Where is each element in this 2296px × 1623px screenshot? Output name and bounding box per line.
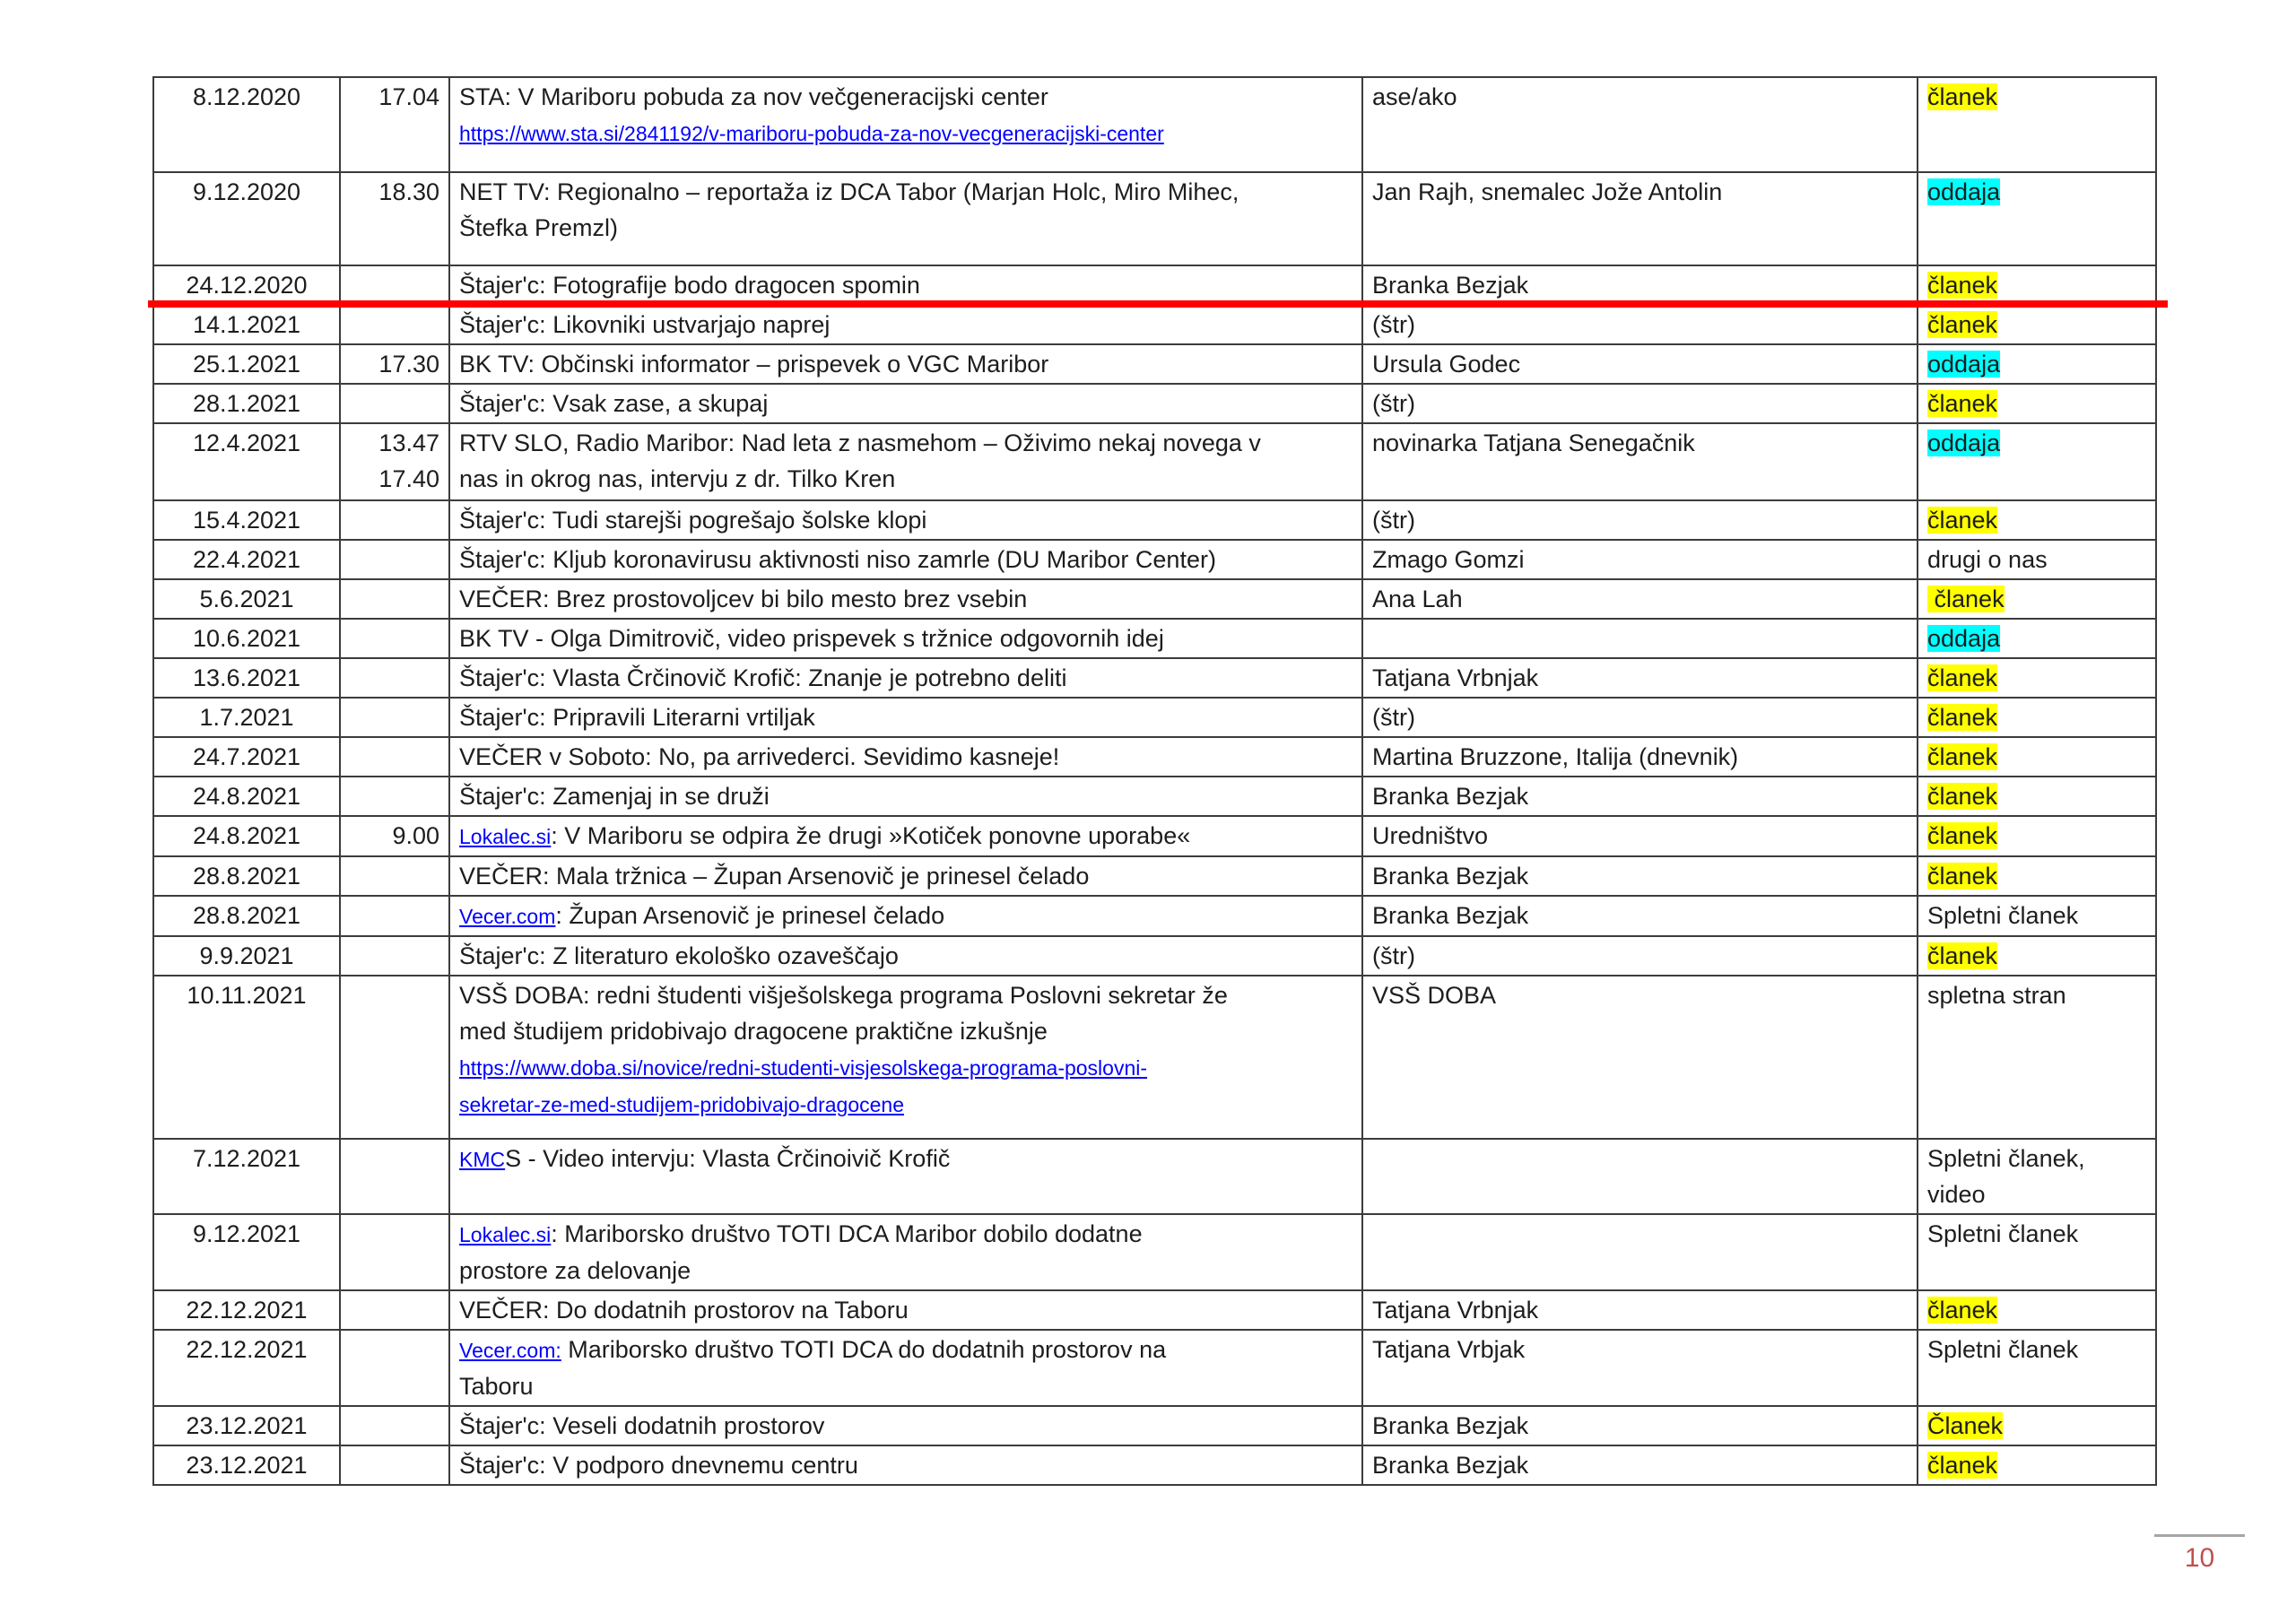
table-row <box>153 265 2156 305</box>
type-label: članek <box>1927 1452 1998 1479</box>
table-row <box>153 856 2156 896</box>
title-cell <box>449 936 1362 976</box>
title-line <box>459 778 1352 814</box>
title-text: VEČER: Mala tržnica – Župan Arsenovič je prinesel čelado <box>459 863 1090 890</box>
table-body <box>153 77 2156 1485</box>
time-cell <box>340 500 449 540</box>
title-line <box>459 1013 1352 1049</box>
time-cell <box>340 344 449 384</box>
type-label: oddaja <box>1927 625 2001 652</box>
time-value: 18.30 <box>378 178 439 205</box>
title-line <box>459 621 1352 656</box>
title-text: Štajer'c: V podporo dnevnemu centru <box>459 1452 858 1479</box>
title-text: : Mariborsko društvo TOTI DCA Maribor dobilo dodatne <box>551 1220 1143 1247</box>
time-cell <box>340 816 449 856</box>
title-cell <box>449 77 1362 172</box>
title-line <box>459 699 1352 735</box>
title-cell <box>449 1139 1362 1214</box>
title-line <box>459 542 1352 577</box>
author-cell: VSŠ DOBA <box>1362 976 1918 1139</box>
title-line <box>459 461 1352 497</box>
title-text: : V Mariboru se odpira že drugi »Kotiček ponovne uporabe« <box>551 822 1191 849</box>
title-text: VEČER: Do dodatnih prostorov na Taboru <box>459 1297 909 1324</box>
title-line <box>459 386 1352 421</box>
date-cell: 15.4.2021 <box>153 500 340 540</box>
hyperlink[interactable]: Vecer.com: <box>459 1339 561 1362</box>
type-cell <box>1918 77 2156 172</box>
title-text: Štajer'c: Veseli dodatnih prostorov <box>459 1412 825 1439</box>
type-cell <box>1918 936 2156 976</box>
type-label: oddaja <box>1927 430 2001 456</box>
type-cell <box>1918 896 2156 936</box>
type-label: Spletni članek <box>1927 1336 2079 1363</box>
date-cell: 24.7.2021 <box>153 737 340 777</box>
type-label: članek <box>1927 743 1998 770</box>
table-row <box>153 1290 2156 1330</box>
table-row <box>153 619 2156 658</box>
author-cell: Zmago Gomzi <box>1362 540 1918 579</box>
date-cell: 28.8.2021 <box>153 856 340 896</box>
time-cell <box>340 540 449 579</box>
date-cell: 10.11.2021 <box>153 976 340 1139</box>
date-cell: 28.1.2021 <box>153 384 340 423</box>
type-label: članek <box>1927 507 1998 534</box>
type-cell <box>1918 172 2156 265</box>
type-cell <box>1918 976 2156 1139</box>
type-label: članek <box>1927 942 1998 969</box>
title-line <box>459 425 1352 461</box>
time-cell <box>340 658 449 698</box>
title-line <box>459 660 1352 696</box>
title-text: VEČER: Brez prostovoljcev bi bilo mesto brez vsebin <box>459 586 1028 612</box>
type-cell <box>1918 856 2156 896</box>
time-cell <box>340 305 449 344</box>
date-cell: 22.12.2021 <box>153 1290 340 1330</box>
title-cell <box>449 856 1362 896</box>
title-line <box>459 1332 1352 1368</box>
type-label: Spletni članek, video <box>1927 1145 2092 1208</box>
title-cell <box>449 1214 1362 1290</box>
table-row <box>153 1139 2156 1214</box>
author-cell: Branka Bezjak <box>1362 265 1918 305</box>
type-label: Spletni članek <box>1927 902 2079 929</box>
type-cell <box>1918 737 2156 777</box>
type-cell <box>1918 777 2156 816</box>
table-row <box>153 1214 2156 1290</box>
table-row <box>153 976 2156 1139</box>
title-cell <box>449 384 1362 423</box>
author-cell: Branka Bezjak <box>1362 1445 1918 1485</box>
author-cell: Uredništvo <box>1362 816 1918 856</box>
type-label: članek <box>1927 311 1998 338</box>
type-cell <box>1918 579 2156 619</box>
type-label: članek <box>1927 1297 1998 1324</box>
type-cell <box>1918 1445 2156 1485</box>
date-cell: 10.6.2021 <box>153 619 340 658</box>
page-footer <box>2154 1534 2245 1574</box>
title-line <box>459 1253 1352 1289</box>
type-label: članek <box>1927 83 1998 110</box>
time-cell <box>340 1330 449 1406</box>
table-row <box>153 172 2156 265</box>
type-cell <box>1918 344 2156 384</box>
date-cell: 1.7.2021 <box>153 698 340 737</box>
title-text: VSŠ DOBA: redni študenti višješolskega programa Poslovni sekretar že <box>459 982 1228 1009</box>
type-label: Spletni članek <box>1927 1220 2079 1247</box>
title-line <box>459 267 1352 303</box>
table-row <box>153 777 2156 816</box>
author-cell: ase/ako <box>1362 77 1918 172</box>
type-cell <box>1918 500 2156 540</box>
title-text: prostore za delovanje <box>459 1257 691 1284</box>
date-cell: 28.8.2021 <box>153 896 340 936</box>
title-cell <box>449 305 1362 344</box>
title-cell <box>449 737 1362 777</box>
title-cell <box>449 896 1362 936</box>
date-cell: 24.12.2020 <box>153 265 340 305</box>
title-text: BK TV - Olga Dimitrovič, video prispevek s tržnice odgovornih idej <box>459 625 1164 652</box>
time-cell <box>340 579 449 619</box>
title-text: : Župan Arsenovič je prinesel čelado <box>555 902 945 929</box>
author-cell: Branka Bezjak <box>1362 1406 1918 1445</box>
title-text: BK TV: Občinski informator – prispevek o VGC Maribor <box>459 351 1049 378</box>
time-cell <box>340 856 449 896</box>
type-label: spletna stran <box>1927 982 2066 1009</box>
date-cell: 8.12.2020 <box>153 77 340 172</box>
title-text: Taboru <box>459 1373 534 1400</box>
title-text: Štajer'c: Tudi starejši pogrešajo šolske klopi <box>459 507 927 534</box>
title-line <box>459 1216 1352 1253</box>
title-cell <box>449 777 1362 816</box>
title-line <box>459 174 1352 210</box>
author-cell: novinarka Tatjana Senegačnik <box>1362 423 1918 500</box>
title-line <box>459 898 1352 934</box>
title-line <box>459 346 1352 382</box>
title-line <box>459 1141 1352 1177</box>
table-row <box>153 540 2156 579</box>
type-cell <box>1918 1139 2156 1214</box>
media-coverage-table <box>152 76 2157 1486</box>
title-line <box>459 307 1352 343</box>
title-line <box>459 938 1352 974</box>
title-text: Štefka Premzl) <box>459 214 619 241</box>
title-cell <box>449 579 1362 619</box>
title-text: Štajer'c: Likovniki ustvarjajo naprej <box>459 311 831 338</box>
title-cell <box>449 976 1362 1139</box>
title-line <box>459 581 1352 617</box>
hyperlink[interactable]: Lokalec.si <box>459 1223 552 1246</box>
table-row <box>153 1445 2156 1485</box>
title-line <box>459 79 1352 115</box>
type-label: članek <box>1927 783 1998 810</box>
type-cell <box>1918 1406 2156 1445</box>
title-text: Mariborsko društvo TOTI DCA do dodatnih prostorov na <box>561 1336 1167 1363</box>
title-line <box>459 1368 1352 1404</box>
time-cell <box>340 77 449 172</box>
author-cell: Branka Bezjak <box>1362 856 1918 896</box>
time-value: 17.40 <box>378 465 439 492</box>
date-cell: 14.1.2021 <box>153 305 340 344</box>
title-cell <box>449 540 1362 579</box>
time-cell <box>340 936 449 976</box>
title-text: Štajer'c: Vlasta Črčinovič Krofič: Znanje je potrebno deliti <box>459 664 1067 691</box>
author-cell: Martina Bruzzone, Italija (dnevnik) <box>1362 737 1918 777</box>
author-cell: Tatjana Vrbnjak <box>1362 1290 1918 1330</box>
title-text: S - Video intervju: Vlasta Črčinoivič Krofič <box>505 1145 951 1172</box>
type-label: članek <box>1927 704 1998 731</box>
type-cell <box>1918 698 2156 737</box>
author-cell: Tatjana Vrbjak <box>1362 1330 1918 1406</box>
type-label: članek <box>1927 863 1998 890</box>
media-coverage-table-container <box>152 76 2155 1486</box>
type-cell <box>1918 423 2156 500</box>
title-text: Štajer'c: Fotografije bodo dragocen spomin <box>459 272 920 299</box>
date-cell: 24.8.2021 <box>153 816 340 856</box>
date-cell: 7.12.2021 <box>153 1139 340 1214</box>
time-cell <box>340 172 449 265</box>
type-label: članek <box>1927 390 1998 417</box>
title-line <box>459 1447 1352 1483</box>
type-label: drugi o nas <box>1927 546 2048 573</box>
title-cell <box>449 423 1362 500</box>
title-line <box>459 858 1352 894</box>
table-row <box>153 344 2156 384</box>
time-cell <box>340 976 449 1139</box>
type-label: članek <box>1927 586 2005 612</box>
time-cell <box>340 1445 449 1485</box>
author-cell: Ana Lah <box>1362 579 1918 619</box>
table-row <box>153 698 2156 737</box>
author-cell: (štr) <box>1362 698 1918 737</box>
date-cell: 22.12.2021 <box>153 1330 340 1406</box>
type-label: članek <box>1927 822 1998 849</box>
type-label: oddaja <box>1927 351 2001 378</box>
table-row <box>153 1406 2156 1445</box>
table-row <box>153 423 2156 500</box>
date-cell: 9.12.2020 <box>153 172 340 265</box>
title-text: RTV SLO, Radio Maribor: Nad leta z nasmehom – Oživimo nekaj novega v <box>459 430 1261 456</box>
title-cell <box>449 816 1362 856</box>
table-row <box>153 1330 2156 1406</box>
title-cell <box>449 500 1362 540</box>
author-cell: Jan Rajh, snemalec Jože Antolin <box>1362 172 1918 265</box>
title-text: Štajer'c: Zamenjaj in se druži <box>459 783 770 810</box>
table-row <box>153 936 2156 976</box>
time-cell <box>340 265 449 305</box>
date-cell: 24.8.2021 <box>153 777 340 816</box>
author-cell: (štr) <box>1362 305 1918 344</box>
type-cell <box>1918 265 2156 305</box>
type-cell <box>1918 384 2156 423</box>
hyperlink[interactable]: https://www.doba.si/novice/redni-studenti-visjesolskega-programa-poslovni- <box>459 1056 1148 1080</box>
type-cell <box>1918 619 2156 658</box>
title-line <box>459 1049 1352 1086</box>
title-text: med študijem pridobivajo dragocene praktične izkušnje <box>459 1018 1048 1045</box>
title-text: STA: V Mariboru pobuda za nov večgeneracijski center <box>459 83 1048 110</box>
author-cell: (štr) <box>1362 500 1918 540</box>
author-cell: Branka Bezjak <box>1362 777 1918 816</box>
title-line <box>459 1292 1352 1328</box>
date-cell: 23.12.2021 <box>153 1445 340 1485</box>
time-cell <box>340 384 449 423</box>
time-cell <box>340 698 449 737</box>
time-cell <box>340 1139 449 1214</box>
table-row <box>153 658 2156 698</box>
time-cell <box>340 1406 449 1445</box>
date-cell: 22.4.2021 <box>153 540 340 579</box>
author-cell <box>1362 1139 1918 1214</box>
title-text: Štajer'c: Vsak zase, a skupaj <box>459 390 769 417</box>
table-row <box>153 579 2156 619</box>
author-cell: (štr) <box>1362 384 1918 423</box>
type-cell <box>1918 658 2156 698</box>
hyperlink[interactable]: Vecer.com <box>459 905 556 928</box>
title-line <box>459 1086 1352 1123</box>
title-cell <box>449 265 1362 305</box>
time-value: 17.04 <box>378 83 439 110</box>
table-row <box>153 896 2156 936</box>
date-cell: 23.12.2021 <box>153 1406 340 1445</box>
title-text: Štajer'c: Z literaturo ekološko ozaveščajo <box>459 942 899 969</box>
title-text: Štajer'c: Kljub koronavirusu aktivnosti niso zamrle (DU Maribor Center) <box>459 546 1216 573</box>
hyperlink[interactable]: Lokalec.si <box>459 825 552 848</box>
date-cell: 9.12.2021 <box>153 1214 340 1290</box>
author-cell <box>1362 619 1918 658</box>
hyperlink[interactable]: KMC <box>459 1148 506 1171</box>
title-cell <box>449 172 1362 265</box>
type-label: članek <box>1927 664 1998 691</box>
title-text: VEČER v Soboto: No, pa arrivederci. Sevidimo kasneje! <box>459 743 1060 770</box>
hyperlink[interactable]: https://www.sta.si/2841192/v-mariboru-pobuda-za-nov-vecgeneracijski-center <box>459 122 1164 145</box>
table-row <box>153 77 2156 172</box>
title-cell <box>449 658 1362 698</box>
title-cell <box>449 698 1362 737</box>
author-cell: Ursula Godec <box>1362 344 1918 384</box>
time-cell <box>340 737 449 777</box>
title-cell <box>449 1406 1362 1445</box>
title-text: Štajer'c: Pripravili Literarni vrtiljak <box>459 704 815 731</box>
date-cell: 13.6.2021 <box>153 658 340 698</box>
time-value: 9.00 <box>392 822 439 849</box>
date-cell: 25.1.2021 <box>153 344 340 384</box>
table-row <box>153 816 2156 856</box>
type-cell <box>1918 305 2156 344</box>
table-row <box>153 305 2156 344</box>
type-cell <box>1918 540 2156 579</box>
type-label: oddaja <box>1927 178 2001 205</box>
type-label: Članek <box>1927 1412 2004 1439</box>
author-cell <box>1362 1214 1918 1290</box>
title-line <box>459 1408 1352 1444</box>
title-cell <box>449 1290 1362 1330</box>
type-cell <box>1918 1330 2156 1406</box>
time-value: 17.30 <box>378 351 439 378</box>
red-divider-line <box>148 300 2168 308</box>
title-cell <box>449 619 1362 658</box>
time-cell <box>340 619 449 658</box>
hyperlink[interactable]: sekretar-ze-med-studijem-pridobivajo-dragocene <box>459 1093 904 1116</box>
author-cell: Tatjana Vrbnjak <box>1362 658 1918 698</box>
title-text: NET TV: Regionalno – reportaža iz DCA Tabor (Marjan Holc, Miro Mihec, <box>459 178 1239 205</box>
title-line <box>459 210 1352 246</box>
page-number: 10 <box>2184 1543 2215 1573</box>
title-cell <box>449 344 1362 384</box>
time-value: 13.47 <box>378 430 439 456</box>
time-cell <box>340 896 449 936</box>
type-label: članek <box>1927 272 1998 299</box>
title-line <box>459 502 1352 538</box>
time-cell <box>340 1214 449 1290</box>
type-cell <box>1918 1214 2156 1290</box>
time-cell <box>340 777 449 816</box>
type-cell <box>1918 1290 2156 1330</box>
table-row <box>153 500 2156 540</box>
date-cell: 9.9.2021 <box>153 936 340 976</box>
type-cell <box>1918 816 2156 856</box>
table-row <box>153 737 2156 777</box>
title-line <box>459 739 1352 775</box>
time-cell <box>340 423 449 500</box>
title-line <box>459 115 1352 152</box>
date-cell: 12.4.2021 <box>153 423 340 500</box>
title-text: nas in okrog nas, intervju z dr. Tilko Kren <box>459 465 896 492</box>
date-cell: 5.6.2021 <box>153 579 340 619</box>
author-cell: Branka Bezjak <box>1362 896 1918 936</box>
time-cell <box>340 1290 449 1330</box>
author-cell: (štr) <box>1362 936 1918 976</box>
table-row <box>153 384 2156 423</box>
title-cell <box>449 1330 1362 1406</box>
title-cell <box>449 1445 1362 1485</box>
title-line <box>459 977 1352 1013</box>
title-line <box>459 818 1352 855</box>
